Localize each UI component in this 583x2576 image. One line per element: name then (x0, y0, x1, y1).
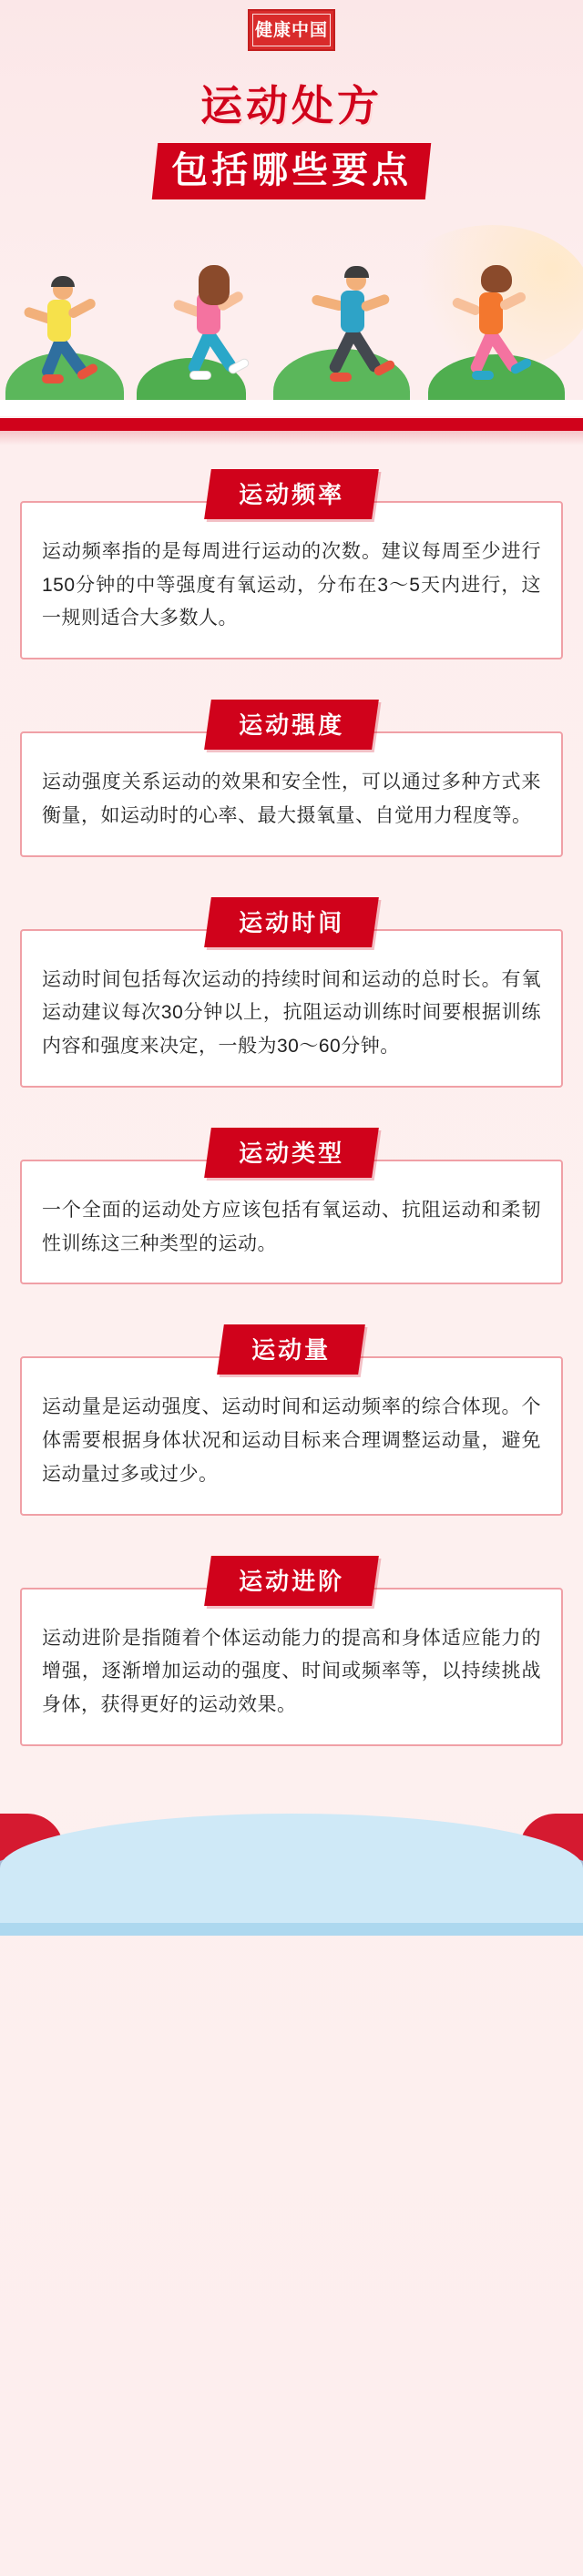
health-china-logo (248, 9, 335, 51)
section-card-progression (20, 1556, 563, 1746)
section-heading-wrap (20, 1128, 563, 1178)
section-heading-banner (204, 1128, 379, 1178)
section-heading-wrap (20, 1324, 563, 1375)
section-card-volume (20, 1324, 563, 1515)
wave-front (0, 1814, 583, 1923)
logo-text: 健康中国 (254, 20, 328, 40)
section-heading-wrap (20, 897, 563, 947)
section-heading-banner (218, 1324, 366, 1375)
section-body-text: 一个全面的运动处方应该包括有氧运动、抗阻运动和柔韧性训练这三种类型的运动。 (20, 1160, 563, 1285)
orange-shirt-runner (437, 271, 547, 389)
yellow-shirt-runner (20, 280, 120, 389)
section-heading-banner (204, 469, 379, 519)
page-title-line2-wrap (0, 143, 583, 199)
page-title-line1: 运动处方 (200, 82, 383, 129)
section-heading-wrap (20, 1556, 563, 1606)
section-heading-banner (204, 700, 379, 750)
logo-inner-frame (252, 14, 331, 46)
ground-strip (0, 400, 583, 416)
section-body-text: 运动频率指的是每周进行运动的次数。建议每周至少进行150分钟的中等强度有氧运动，分布在3～5天内进行，这一规则适合大多数人。 (20, 501, 563, 659)
section-heading-text: 运动频率 (239, 480, 345, 508)
section-heading-text: 运动类型 (239, 1139, 345, 1167)
runners-illustration (0, 216, 583, 416)
section-heading-text: 运动量 (251, 1336, 332, 1365)
section-heading-wrap (20, 469, 563, 519)
section-card-intensity (20, 700, 563, 857)
page-title-line2 (152, 143, 432, 199)
section-card-type (20, 1128, 563, 1285)
sections-container (0, 445, 583, 1746)
red-divider-bar (0, 418, 583, 431)
section-heading-text: 运动强度 (239, 711, 345, 740)
section-heading-wrap (20, 700, 563, 750)
section-heading-banner (204, 897, 379, 947)
section-card-frequency (20, 469, 563, 659)
footer-wave-decoration (0, 1786, 583, 1923)
blue-shirt-runner (301, 271, 410, 389)
section-body-text: 运动量是运动强度、运动时间和运动频率的综合体现。个体需要根据身体状况和运动目标来合理调整运动量，避免运动量过多或过少。 (20, 1356, 563, 1515)
page-title-line2-text: 包括哪些要点 (171, 149, 413, 190)
section-body-text: 运动进阶是指随着个体运动能力的提高和身体适应能力的增强，逐渐增加运动的强度、时间或频率等，以持续挑战身体，获得更好的运动效果。 (20, 1588, 563, 1746)
section-body-text: 运动强度关系运动的效果和安全性，可以通过多种方式来衡量，如运动时的心率、最大摄氧量、自觉用力程度等。 (20, 731, 563, 857)
section-body-text: 运动时间包括每次运动的持续时间和运动的总时长。有氧运动建议每次30分钟以上，抗阻运动训练时间要根据训练内容和强度来决定，一般为30～60分钟。 (20, 929, 563, 1088)
divider-shadow (0, 431, 583, 445)
section-heading-text: 运动进阶 (239, 1567, 345, 1595)
pink-shirt-runner (164, 271, 264, 389)
section-heading-banner (204, 1556, 379, 1606)
section-card-duration (20, 897, 563, 1088)
section-heading-text: 运动时间 (239, 908, 345, 936)
logo-container (0, 0, 583, 51)
title-block (0, 82, 583, 199)
